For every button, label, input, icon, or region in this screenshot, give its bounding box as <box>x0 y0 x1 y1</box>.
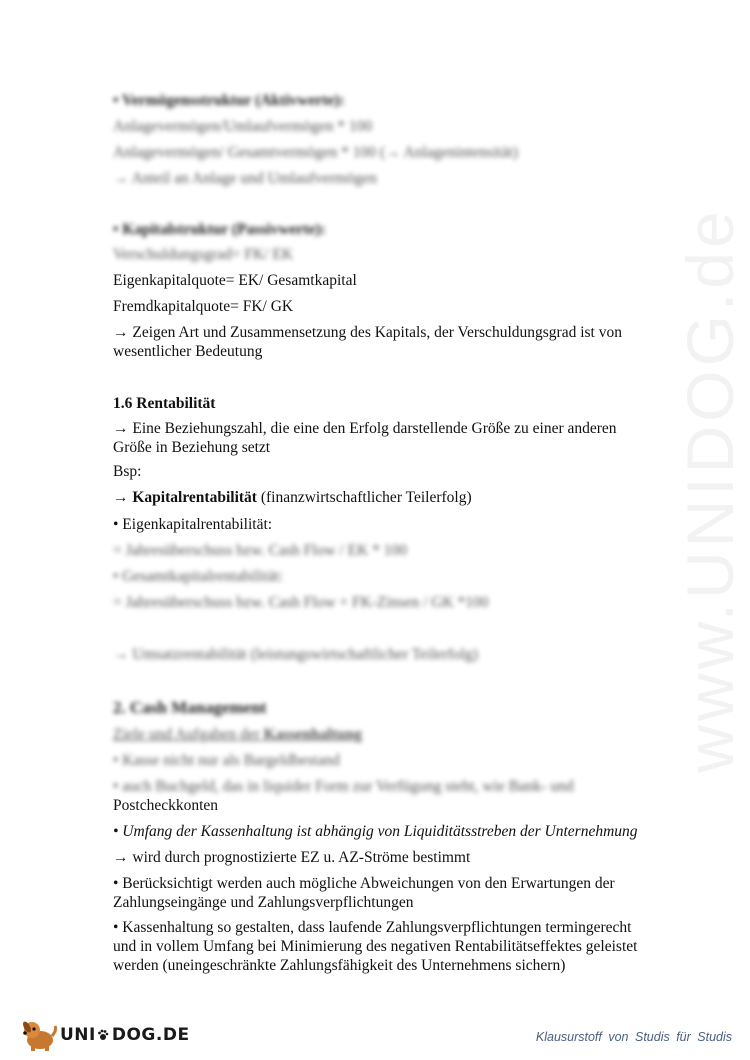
text-line: → Umsatzrentabilität (leistungswirtschaftlicher Teilerfolg) <box>113 646 478 663</box>
dog-icon <box>18 1018 58 1052</box>
text-line: → Eine Beziehungszahl, die eine den Erfolg darstellende Größe zu einer anderen <box>113 420 617 437</box>
text-span: Ziele und Aufgaben der <box>113 726 264 743</box>
text-line: • Umfang der Kassenhaltung ist abhängig von Liquiditätsstreben der Unternehmung <box>113 823 638 840</box>
text-line: • Kasse nicht nur als Bargeldbestand <box>113 752 340 769</box>
text-line: → wird durch prognostizierte EZ u. AZ-Ströme bestimmt <box>113 849 471 866</box>
text-line: • Vermögensstruktur (Aktivwerte): <box>113 92 345 109</box>
text-line: → Zeigen Art und Zusammensetzung des Kapitals, der Verschuldungsgrad ist von <box>113 324 622 341</box>
watermark-text: www.UNIDOG.de <box>673 207 747 773</box>
text-span: (finanzwirtschaftlicher Teilerfolg) <box>256 489 472 506</box>
section-heading: 1.6 Rentabilität <box>113 395 216 412</box>
section-heading: 2. Cash Management <box>113 698 267 717</box>
text-line: Eigenkapitalquote= EK/ Gesamtkapital <box>113 272 357 289</box>
footer-tagline: Klausurstoff von Studis für Studis <box>535 1030 732 1044</box>
text-line: Postcheckkonten <box>113 797 219 814</box>
unidog-logo[interactable] <box>18 1018 190 1052</box>
text-line: • Eigenkapitalrentabilität: <box>113 516 273 533</box>
text-line: • Berücksichtigt werden auch mögliche Abweichungen von den Erwartungen der <box>113 875 615 892</box>
arrow: → <box>113 489 133 506</box>
text-line: • Kapitalstruktur (Passivwerte): <box>113 221 326 238</box>
text-line: Zahlungseingänge und Zahlungsverpflichtungen <box>113 894 414 911</box>
text-line: Anlagevermögen/ Gesamtvermögen * 100 (→ Anlagenintensität) <box>113 144 519 161</box>
text-line: • Kassenhaltung so gestalten, dass laufende Zahlungsverpflichtungen termingerecht <box>113 919 632 936</box>
text-line <box>113 488 472 508</box>
logo-text-right: DOG.DE <box>111 1025 190 1045</box>
text-line: wesentlicher Bedeutung <box>113 343 263 360</box>
text-line: Größe in Beziehung setzt <box>113 439 271 456</box>
text-line: • auch Buchgeld, das in liquider Form zur Verfügung steht, wie Bank- und <box>113 778 574 795</box>
paw-icon <box>97 1029 109 1041</box>
text-line: → Anteil an Anlage und Umlaufvermögen <box>113 170 377 187</box>
text-line: werden (uneingeschränkte Zahlungsfähigkeit des Unternehmens sichern) <box>113 957 566 974</box>
bold-term: Kassenhaltung <box>263 726 362 743</box>
text-line: Verschuldungsgrad= FK/ EK <box>113 246 294 263</box>
text-line: Anlagevermögen/Umlaufvermögen * 100 <box>113 118 373 135</box>
text-line: Fremdkapitalquote= FK/ GK <box>113 298 294 315</box>
text-line: • Gesamtkapitalrentabilität: <box>113 568 284 585</box>
logo-text-left: UNI <box>60 1025 96 1045</box>
bold-term: Kapitalrentabilität <box>132 489 257 506</box>
text-line: Bsp: <box>113 463 142 480</box>
text-line: = Jahresüberschuss bzw. Cash Flow + FK-Zinsen / GK *100 <box>113 594 489 611</box>
text-line <box>113 725 362 745</box>
text-line: = Jahresüberschuss bzw. Cash Flow / EK * 100 <box>113 542 408 559</box>
text-line: und in vollem Umfang bei Minimierung des negativen Rentabilitätseffektes geleistet <box>113 938 638 955</box>
